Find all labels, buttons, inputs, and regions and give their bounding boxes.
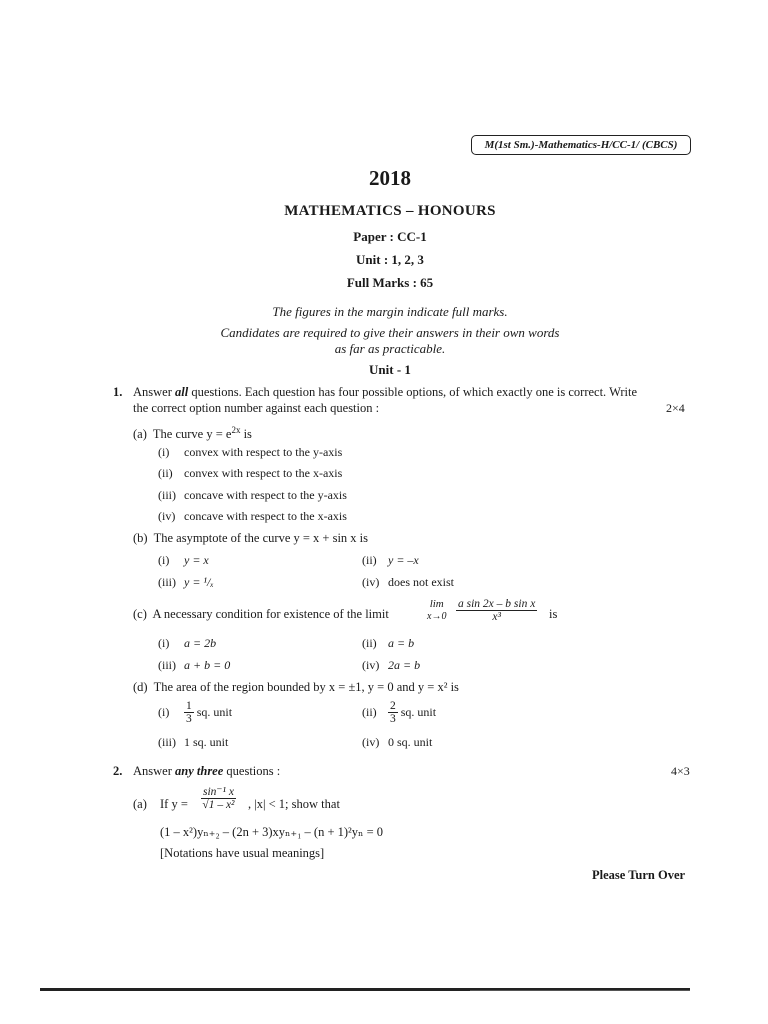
subject-title: MATHEMATICS – HONOURS — [284, 203, 496, 219]
full-marks-label: Full Marks : 65 — [346, 275, 434, 290]
q1b-option-1: (i) y = x — [158, 553, 209, 567]
q2a-note: [Notations have usual meanings] — [160, 846, 325, 860]
q1c-option-2: (ii) a = b — [362, 636, 415, 650]
q1a-stem: (a) The curve $y = e^{2x}$ is — [133, 425, 252, 442]
q1c-limit: lim x→0 — [427, 598, 447, 622]
q1c-option-4: (iv) 2a = b — [362, 658, 421, 672]
q1d-option-4: (iv) 0 sq. unit — [362, 735, 433, 749]
q2a-condition: , |x| < 1; show that — [248, 797, 340, 811]
q1a-option-4: (iv) concave with respect to the x-axis — [158, 509, 347, 523]
q1c-option-3: (iii) a + b = 0 — [158, 658, 231, 672]
q2-instruction: Answer any three questions : — [133, 764, 281, 778]
q1-marks: 2×4 — [666, 401, 685, 415]
q2a-equation: (1 – x²)yₙ₊₂ – (2n + 3)xyₙ₊₁ – (n + 1)²yₙ = 0 — [160, 825, 384, 839]
unit-heading: Unit - 1 — [369, 362, 411, 377]
q2a-label: (a) — [133, 797, 147, 811]
exam-year: 2018 — [369, 166, 411, 190]
q2a-fraction: $\frac{\text{sin⁻¹ x}}{\text{√1 – x²}}$ — [202, 786, 235, 811]
q1-instruction: Answer all questions. Each question has four possible options, of which exactly one is correct. Write — [133, 385, 638, 399]
paper-code-box: M(1st Sm.)-Mathematics-H/CC-1/ (CBCS) — [471, 135, 691, 155]
q1b-option-3: (iii) y = ¹/ₓ — [158, 575, 214, 589]
q2-number: 2. — [113, 764, 123, 778]
q1a-option-2: (ii) convex with respect to the x-axis — [158, 466, 343, 480]
q1-number: 1. — [113, 385, 123, 399]
q1d-option-1: (i) $\frac{1}{3}$ sq. unit — [158, 700, 233, 725]
q1a-option-1: (i) convex with respect to the y-axis — [158, 445, 343, 459]
q1b-option-4: (iv) does not exist — [362, 575, 454, 589]
instruction-line-3: as far as practicable. — [334, 341, 446, 356]
q1c-fraction: $\frac{\text{a sin 2x – b sin x}}{\text{x³}}$ — [458, 598, 536, 623]
bottom-rule-thin — [470, 990, 690, 991]
instruction-line-1: The figures in the margin indicate full marks. — [272, 304, 508, 319]
instruction-line-2: Candidates are required to give their answers in their own words — [220, 325, 560, 340]
q1d-option-2: (ii) $\frac{2}{3}$ sq. unit — [362, 700, 437, 725]
q1c-stem: (c) A necessary condition for existence of the limit — [133, 607, 389, 621]
q1b-option-2: (ii) y = –x — [362, 553, 419, 567]
paper-label: Paper : CC-1 — [353, 229, 427, 244]
unit-label: Unit : 1, 2, 3 — [356, 252, 424, 267]
q1a-option-3: (iii) concave with respect to the y-axis — [158, 488, 347, 502]
please-turn-over: Please Turn Over — [592, 868, 686, 882]
q2a-if: If y = — [160, 797, 188, 811]
q2-marks: 4×3 — [671, 764, 690, 778]
q1c-stem-end: is — [549, 607, 558, 621]
q1c-option-1: (i) a = 2b — [158, 636, 217, 650]
q1d-option-3: (iii) 1 sq. unit — [158, 735, 229, 749]
q1d-stem: (d) The area of the region bounded by x = ±1, y = 0 and y = x² is — [133, 680, 459, 694]
q1-instruction-cont: the correct option number against each question : — [133, 401, 380, 415]
q1b-stem: (b) The asymptote of the curve y = x + sin x is — [133, 531, 369, 545]
